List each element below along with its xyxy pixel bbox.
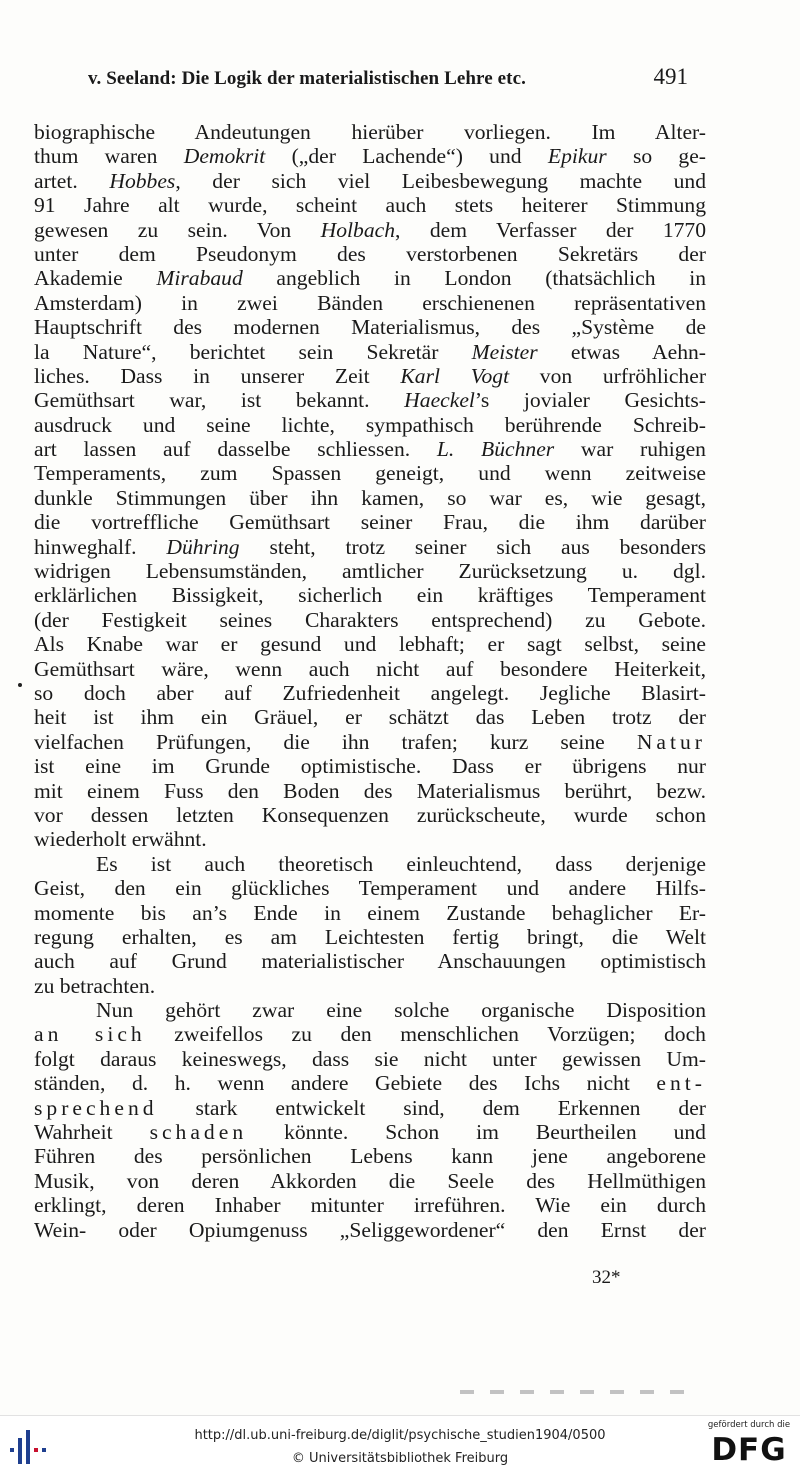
running-title: v. Seeland: Die Logik der materialistischen Lehre etc. [88,68,526,89]
text-run: war ruhigen [554,437,706,462]
dfg-caption: gefördert durch die [707,1420,791,1430]
text-run: biographische Andeutungen hierüber vorliegen. Im Alter- [34,120,706,144]
text-line [34,1218,706,1242]
text-line [34,413,706,437]
text-run: liches. Dass in unserer Zeit [34,363,401,388]
text-run: Amsterdam) in zwei Bänden erschienenen repräsentativen [34,290,706,315]
text-run: Gemüthsart wäre, wenn auch nicht auf besondere Heiterkeit, [34,656,706,681]
text-line [34,388,706,412]
viewer-footer [0,1415,800,1473]
text-line [34,632,706,656]
text-run: Akademie [34,266,157,291]
emphasized-name: Hobbes [109,168,176,193]
text-run: wiederholt erwähnt. [34,827,207,852]
text-line [34,608,706,632]
scan-artifact [460,1390,700,1394]
text-line [34,583,706,607]
text-run: , dem Verfasser der 1770 [395,217,706,242]
text-line [34,144,706,168]
text-line [34,705,706,729]
text-run: erklärlichen Bissigkeit, sicherlich ein kräftiges Temperament [34,583,706,608]
margin-mark [18,683,22,687]
text-run: steht, trotz seiner sich aus besonders [239,534,706,559]
text-run: art lassen auf dasselbe schliessen. [34,437,437,462]
text-line [34,1120,706,1144]
text-run: zweifellos zu den menschlichen Vorzügen; doch [145,1022,706,1047]
text-line [34,535,706,559]
text-line [34,315,706,339]
text-line [34,852,706,876]
emphasized-name: Haeckel [404,388,475,413]
text-run: Es ist auch theoretisch einleuchtend, dass derjenige [96,851,706,876]
text-run: la Nature“, berichtet sein Sekretär [34,339,472,364]
text-line [34,657,706,681]
text-run: vielfachen Prüfungen, die ihn trafen; kurz seine [34,729,637,754]
body-text [34,120,706,1242]
text-run: ständen, d. h. wenn andere Gebiete des Ichs nicht [34,1071,657,1096]
spaced-emphasis: sprechend [34,1095,158,1120]
text-run: zu betrachten. [34,973,156,998]
text-run: momente bis an’s Ende in einem Zustande behaglicher Er- [34,900,706,925]
text-run: , der sich viel Leibesbewegung machte und [175,168,706,193]
text-line [34,876,706,900]
text-line [34,461,706,485]
text-line [34,242,706,266]
text-run: auch auf Grund materialistischer Anschauungen optimistisch [34,949,706,974]
spaced-emphasis: Natur [636,729,706,754]
text-run: widrigen Lebensumständen, amtlicher Zurücksetzung u. dgl. [34,559,706,584]
text-line [34,730,706,754]
dfg-mark: DFG [711,1432,787,1468]
emphasized-name: Meister [471,339,538,364]
permalink-url[interactable]: http://dl.ub.uni-freiburg.de/diglit/psychische_studien1904/0500 [194,1428,606,1443]
text-run: dunkle Stimmungen über ihn kamen, so war es, wie gesagt, [34,485,706,510]
text-run: Führen des persönlichen Lebens kann jene angeborene [34,1144,706,1169]
emphasized-name: Holbach [320,217,396,242]
text-run: Nun gehört zwar eine solche organische Disposition [96,998,706,1023]
copyright-notice: © Universitätsbibliothek Freiburg [291,1451,509,1466]
text-run: vor dessen letzten Konsequenzen zurückscheute, wurde schon [34,802,706,827]
text-line [34,1096,706,1120]
text-line [34,779,706,803]
text-run: Gemüthsart war, ist bekannt. [34,388,405,413]
text-line [34,510,706,534]
text-line [34,1169,706,1193]
text-run: unter dem Pseudonym des verstorbenen Sekretärs der [34,241,706,266]
text-run: so doch aber auf Zufriedenheit angelegt. Jegliche Blasirt- [34,680,706,705]
text-line [34,291,706,315]
text-line [34,218,706,242]
text-line [34,1022,706,1046]
text-run: erklingt, deren Inhaber mitunter irreführen. Wie ein durch [34,1193,706,1218]
text-line [34,364,706,388]
text-run: ’s jovialer Gesichts- [474,388,706,413]
text-run: 91 Jahre alt wurde, scheint auch stets heiterer Stimmung [34,193,706,218]
text-run: thum waren [34,144,184,169]
text-run: von urfröhlicher [509,363,706,388]
text-run: gewesen zu sein. Von [34,217,321,242]
text-line [34,681,706,705]
text-run: angeblich in London (thatsächlich in [242,266,706,291]
text-run: Hauptschrift des modernen Materialismus, des „Système de [34,315,706,340]
text-line [34,266,706,290]
text-line [34,974,706,998]
text-run: Musik, von deren Akkorden die Seele des Hellmüthigen [34,1168,706,1193]
emphasized-name: Epikur [547,144,607,169]
text-line [34,559,706,583]
text-line [34,1071,706,1095]
text-line [34,949,706,973]
text-line [34,1193,706,1217]
text-run: Wein- oder Opiumgenuss „Seliggewordener“ den Ernst der [34,1217,706,1242]
text-run: die vortreffliche Gemüthsart seiner Frau, die ihm darüber [34,510,706,535]
text-line [34,998,706,1022]
text-line [34,120,706,144]
text-run: regung erhalten, es am Leichtesten fertig bringt, die Welt [34,924,706,949]
spaced-emphasis: schaden [149,1120,248,1145]
text-run: („der Lachende“) und [265,144,548,169]
text-line [34,803,706,827]
text-run: Wahrheit [34,1120,150,1145]
signature-mark: 32* [592,1267,621,1288]
emphasized-name: Dühring [166,534,240,559]
text-line [34,925,706,949]
text-run: Temperaments, zum Spassen geneigt, und wenn zeitweise [34,461,706,486]
text-run: Geist, den ein glückliches Temperament und andere Hilfs- [34,876,706,901]
text-line [34,486,706,510]
text-run: heit ist ihm ein Gräuel, er schätzt das Leben trotz der [34,705,706,730]
text-run: Als Knabe war er gesund und lebhaft; er sagt selbst, seine [34,632,706,657]
text-line [34,1047,706,1071]
text-run: artet. [34,168,110,193]
text-run: könnte. Schon im Beurtheilen und [247,1120,706,1145]
text-line [34,827,706,851]
page-number: 491 [653,64,688,89]
text-run: mit einem Fuss den Boden des Materialismus berührt, bezw. [34,778,706,803]
text-run: hinweghalf. [34,534,167,559]
text-line [34,169,706,193]
emphasized-name: Karl Vogt [400,363,510,388]
spaced-emphasis: ent- [656,1071,706,1096]
text-run: ist eine im Grunde optimistische. Dass er übrigens nur [34,754,706,779]
text-run: ausdruck und seine lichte, sympathisch berührende Schreib- [34,412,706,437]
emphasized-name: Mirabaud [156,266,243,291]
text-line [34,1144,706,1168]
text-run: stark entwickelt sind, dem Erkennen der [157,1095,706,1120]
text-line [34,193,706,217]
text-run: etwas Aehn- [537,339,706,364]
text-run: so ge- [606,144,706,169]
emphasized-name: Demokrit [183,144,266,169]
spaced-emphasis: an sich [34,1022,146,1047]
text-run: folgt daraus keineswegs, dass sie nicht unter gewissen Um- [34,1046,706,1071]
dfg-logo [704,1420,794,1470]
text-line [34,437,706,461]
text-line [34,340,706,364]
emphasized-name: L. Büchner [436,437,555,462]
text-run: (der Festigkeit seines Charakters entsprechend) zu Gebote. [34,607,706,632]
text-line [34,901,706,925]
text-line [34,754,706,778]
